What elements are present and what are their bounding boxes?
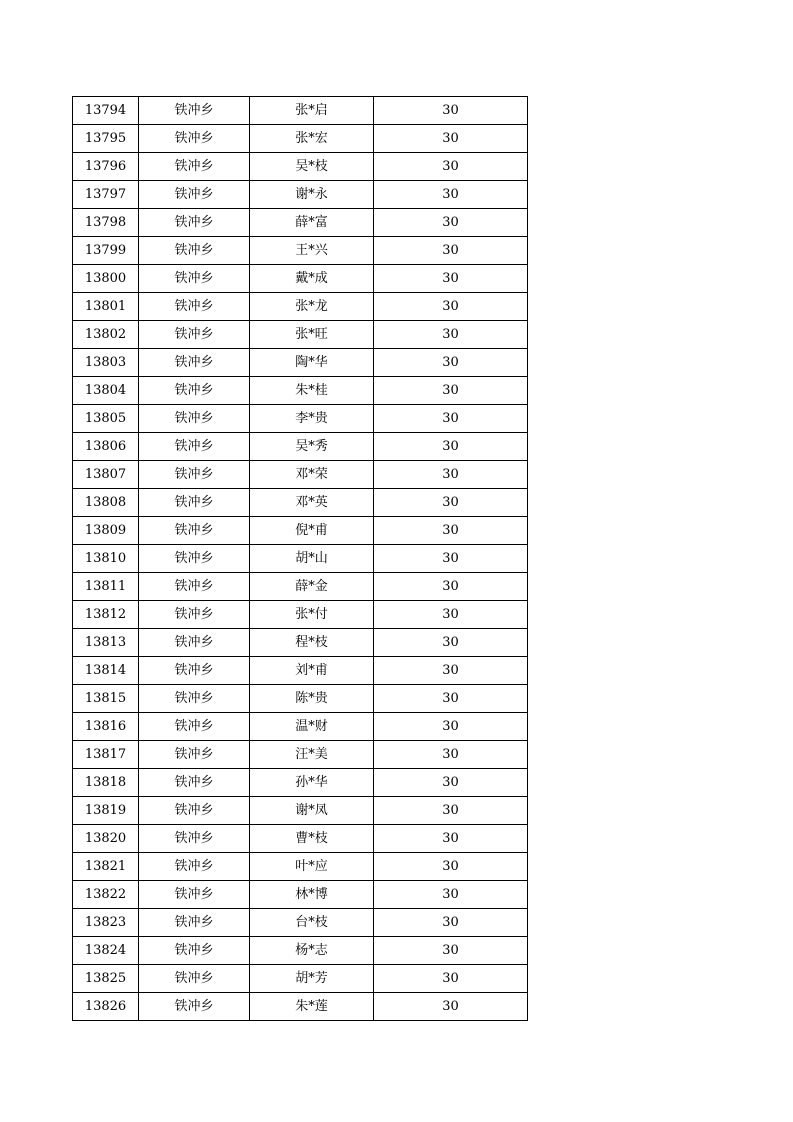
name-cell: 杨*志 (250, 937, 374, 965)
name-cell: 王*兴 (250, 237, 374, 265)
name-cell: 林*博 (250, 881, 374, 909)
amount-cell: 30 (374, 97, 528, 125)
amount-cell: 30 (374, 657, 528, 685)
township-cell: 铁冲乡 (139, 377, 250, 405)
township-cell: 铁冲乡 (139, 125, 250, 153)
township-cell: 铁冲乡 (139, 321, 250, 349)
row-id-cell: 13805 (73, 405, 139, 433)
name-cell: 台*枝 (250, 909, 374, 937)
name-cell: 张*付 (250, 601, 374, 629)
table-row (73, 993, 528, 1021)
table-row (73, 797, 528, 825)
name-cell: 张*龙 (250, 293, 374, 321)
row-id-cell: 13802 (73, 321, 139, 349)
name-cell: 叶*应 (250, 853, 374, 881)
table-row (73, 405, 528, 433)
township-cell: 铁冲乡 (139, 97, 250, 125)
table-row (73, 965, 528, 993)
row-id-cell: 13803 (73, 349, 139, 377)
name-cell: 吴*秀 (250, 433, 374, 461)
amount-cell: 30 (374, 125, 528, 153)
amount-cell: 30 (374, 853, 528, 881)
table-row (73, 433, 528, 461)
amount-cell: 30 (374, 937, 528, 965)
amount-cell: 30 (374, 629, 528, 657)
table-row (73, 321, 528, 349)
name-cell: 戴*成 (250, 265, 374, 293)
amount-cell: 30 (374, 825, 528, 853)
row-id-cell: 13811 (73, 573, 139, 601)
table-row (73, 937, 528, 965)
amount-cell: 30 (374, 377, 528, 405)
amount-cell: 30 (374, 909, 528, 937)
row-id-cell: 13818 (73, 769, 139, 797)
row-id-cell: 13822 (73, 881, 139, 909)
name-cell: 薛*金 (250, 573, 374, 601)
name-cell: 张*启 (250, 97, 374, 125)
table-row (73, 601, 528, 629)
township-cell: 铁冲乡 (139, 545, 250, 573)
table-row (73, 685, 528, 713)
row-id-cell: 13798 (73, 209, 139, 237)
table-row (73, 629, 528, 657)
amount-cell: 30 (374, 489, 528, 517)
row-id-cell: 13797 (73, 181, 139, 209)
township-cell: 铁冲乡 (139, 741, 250, 769)
roster-table-body (73, 97, 528, 1021)
row-id-cell: 13817 (73, 741, 139, 769)
row-id-cell: 13815 (73, 685, 139, 713)
table-row (73, 153, 528, 181)
row-id-cell: 13812 (73, 601, 139, 629)
name-cell: 陈*贵 (250, 685, 374, 713)
row-id-cell: 13813 (73, 629, 139, 657)
name-cell: 朱*莲 (250, 993, 374, 1021)
row-id-cell: 13799 (73, 237, 139, 265)
row-id-cell: 13823 (73, 909, 139, 937)
row-id-cell: 13821 (73, 853, 139, 881)
name-cell: 胡*芳 (250, 965, 374, 993)
amount-cell: 30 (374, 293, 528, 321)
township-cell: 铁冲乡 (139, 881, 250, 909)
township-cell: 铁冲乡 (139, 685, 250, 713)
name-cell: 张*旺 (250, 321, 374, 349)
amount-cell: 30 (374, 713, 528, 741)
amount-cell: 30 (374, 741, 528, 769)
row-id-cell: 13808 (73, 489, 139, 517)
township-cell: 铁冲乡 (139, 657, 250, 685)
name-cell: 刘*甫 (250, 657, 374, 685)
name-cell: 谢*永 (250, 181, 374, 209)
amount-cell: 30 (374, 993, 528, 1021)
table-row (73, 517, 528, 545)
township-cell: 铁冲乡 (139, 797, 250, 825)
name-cell: 薛*富 (250, 209, 374, 237)
amount-cell: 30 (374, 237, 528, 265)
amount-cell: 30 (374, 349, 528, 377)
township-cell: 铁冲乡 (139, 237, 250, 265)
name-cell: 张*宏 (250, 125, 374, 153)
row-id-cell: 13794 (73, 97, 139, 125)
table-row (73, 909, 528, 937)
amount-cell: 30 (374, 517, 528, 545)
amount-cell: 30 (374, 153, 528, 181)
roster-table (72, 96, 528, 1021)
table-row (73, 293, 528, 321)
township-cell: 铁冲乡 (139, 853, 250, 881)
name-cell: 李*贵 (250, 405, 374, 433)
township-cell: 铁冲乡 (139, 993, 250, 1021)
amount-cell: 30 (374, 461, 528, 489)
township-cell: 铁冲乡 (139, 601, 250, 629)
name-cell: 程*枝 (250, 629, 374, 657)
table-row (73, 545, 528, 573)
amount-cell: 30 (374, 321, 528, 349)
row-id-cell: 13804 (73, 377, 139, 405)
table-row (73, 349, 528, 377)
row-id-cell: 13826 (73, 993, 139, 1021)
amount-cell: 30 (374, 265, 528, 293)
name-cell: 谢*凤 (250, 797, 374, 825)
table-row (73, 461, 528, 489)
row-id-cell: 13800 (73, 265, 139, 293)
amount-cell: 30 (374, 181, 528, 209)
township-cell: 铁冲乡 (139, 153, 250, 181)
township-cell: 铁冲乡 (139, 965, 250, 993)
row-id-cell: 13809 (73, 517, 139, 545)
township-cell: 铁冲乡 (139, 909, 250, 937)
table-row (73, 125, 528, 153)
row-id-cell: 13807 (73, 461, 139, 489)
table-row (73, 853, 528, 881)
amount-cell: 30 (374, 545, 528, 573)
name-cell: 胡*山 (250, 545, 374, 573)
township-cell: 铁冲乡 (139, 181, 250, 209)
township-cell: 铁冲乡 (139, 405, 250, 433)
table-row (73, 713, 528, 741)
table-row (73, 237, 528, 265)
amount-cell: 30 (374, 797, 528, 825)
row-id-cell: 13806 (73, 433, 139, 461)
township-cell: 铁冲乡 (139, 349, 250, 377)
name-cell: 朱*桂 (250, 377, 374, 405)
row-id-cell: 13824 (73, 937, 139, 965)
table-row (73, 825, 528, 853)
township-cell: 铁冲乡 (139, 265, 250, 293)
township-cell: 铁冲乡 (139, 573, 250, 601)
amount-cell: 30 (374, 209, 528, 237)
name-cell: 汪*美 (250, 741, 374, 769)
township-cell: 铁冲乡 (139, 489, 250, 517)
township-cell: 铁冲乡 (139, 209, 250, 237)
row-id-cell: 13795 (73, 125, 139, 153)
amount-cell: 30 (374, 881, 528, 909)
township-cell: 铁冲乡 (139, 433, 250, 461)
name-cell: 吴*枝 (250, 153, 374, 181)
township-cell: 铁冲乡 (139, 461, 250, 489)
township-cell: 铁冲乡 (139, 629, 250, 657)
table-row (73, 741, 528, 769)
row-id-cell: 13820 (73, 825, 139, 853)
township-cell: 铁冲乡 (139, 769, 250, 797)
amount-cell: 30 (374, 965, 528, 993)
name-cell: 邓*荣 (250, 461, 374, 489)
name-cell: 曹*枝 (250, 825, 374, 853)
township-cell: 铁冲乡 (139, 293, 250, 321)
row-id-cell: 13816 (73, 713, 139, 741)
township-cell: 铁冲乡 (139, 713, 250, 741)
table-row (73, 657, 528, 685)
amount-cell: 30 (374, 601, 528, 629)
row-id-cell: 13801 (73, 293, 139, 321)
row-id-cell: 13796 (73, 153, 139, 181)
township-cell: 铁冲乡 (139, 517, 250, 545)
table-row (73, 209, 528, 237)
name-cell: 倪*甫 (250, 517, 374, 545)
table-row (73, 377, 528, 405)
township-cell: 铁冲乡 (139, 825, 250, 853)
row-id-cell: 13814 (73, 657, 139, 685)
row-id-cell: 13819 (73, 797, 139, 825)
name-cell: 邓*英 (250, 489, 374, 517)
name-cell: 温*财 (250, 713, 374, 741)
table-row (73, 489, 528, 517)
amount-cell: 30 (374, 405, 528, 433)
amount-cell: 30 (374, 573, 528, 601)
amount-cell: 30 (374, 769, 528, 797)
name-cell: 孙*华 (250, 769, 374, 797)
row-id-cell: 13810 (73, 545, 139, 573)
township-cell: 铁冲乡 (139, 937, 250, 965)
name-cell: 陶*华 (250, 349, 374, 377)
table-row (73, 265, 528, 293)
table-row (73, 573, 528, 601)
table-row (73, 881, 528, 909)
table-row (73, 181, 528, 209)
amount-cell: 30 (374, 433, 528, 461)
table-row (73, 769, 528, 797)
amount-cell: 30 (374, 685, 528, 713)
table-row (73, 97, 528, 125)
row-id-cell: 13825 (73, 965, 139, 993)
